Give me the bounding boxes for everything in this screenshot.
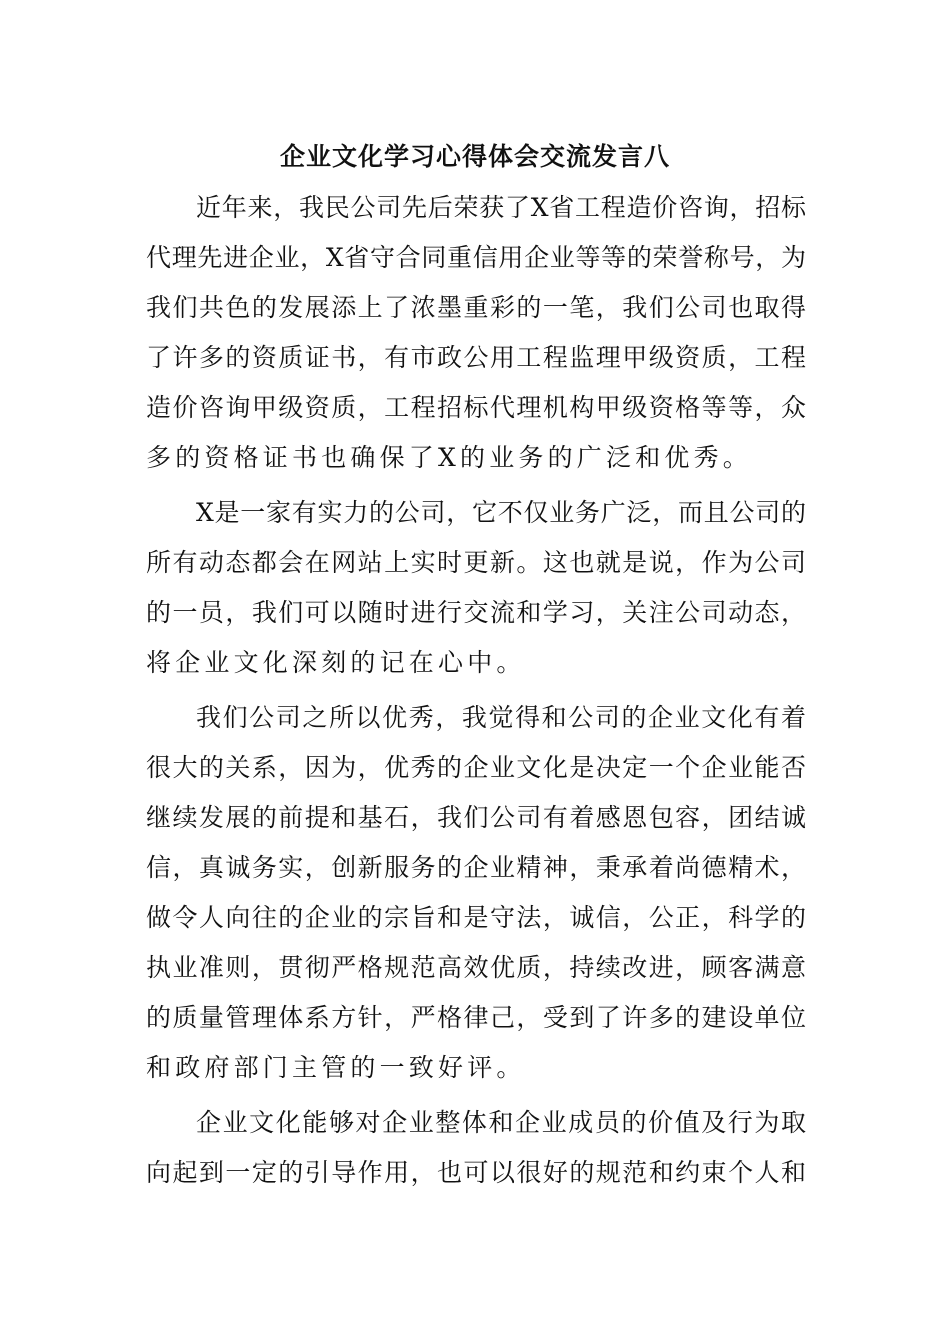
paragraph-line: 代理先进企业，X省守合同重信用企业等等的荣誉称号，为 — [146, 243, 806, 272]
paragraph-line: 很大的关系，因为，优秀的企业文化是决定一个企业能否 — [146, 753, 806, 782]
paragraph-line: 所有动态都会在网站上实时更新。这也就是说，作为公司 — [146, 548, 806, 577]
paragraph-line: 我们共色的发展添上了浓墨重彩的一笔，我们公司也取得 — [146, 293, 806, 322]
paragraph-line: 多的资格证书也确保了X的业务的广泛和优秀。 — [146, 443, 752, 472]
paragraph-line: 近年来，我民公司先后荣获了X省工程造价咨询，招标 — [196, 193, 806, 222]
paragraph-line: 的质量管理体系方针，严格律己，受到了许多的建设单位 — [146, 1003, 806, 1032]
paragraph-line: 企业文化能够对企业整体和企业成员的价值及行为取 — [196, 1108, 806, 1137]
paragraph-line: 做令人向往的企业的宗旨和是守法，诚信，公正，科学的 — [146, 903, 806, 932]
document-title: 企业文化学习心得体会交流发言八 — [279, 142, 670, 171]
paragraph-line: 继续发展的前提和基石，我们公司有着感恩包容，团结诚 — [146, 803, 806, 832]
paragraph-line: 将企业文化深刻的记在心中。 — [146, 648, 526, 677]
paragraph-line: 和政府部门主管的一致好评。 — [146, 1053, 526, 1082]
paragraph-line: 向起到一定的引导作用，也可以很好的规范和约束个人和 — [146, 1158, 806, 1187]
paragraph-line: 的一员，我们可以随时进行交流和学习，关注公司动态， — [146, 598, 806, 627]
paragraph-line: 执业准则，贯彻严格规范高效优质，持续改进，顾客满意 — [146, 953, 806, 982]
paragraph-line: 了许多的资质证书，有市政公用工程监理甲级资质，工程 — [146, 343, 806, 372]
paragraph-line: X是一家有实力的公司，它不仅业务广泛，而且公司的 — [196, 498, 806, 527]
paragraph-line: 我们公司之所以优秀，我觉得和公司的企业文化有着 — [196, 703, 806, 732]
paragraph-line: 信，真诚务实，创新服务的企业精神，秉承着尚德精术， — [146, 853, 806, 882]
paragraph-line: 造价咨询甲级资质，工程招标代理机构甲级资格等等，众 — [146, 393, 806, 422]
